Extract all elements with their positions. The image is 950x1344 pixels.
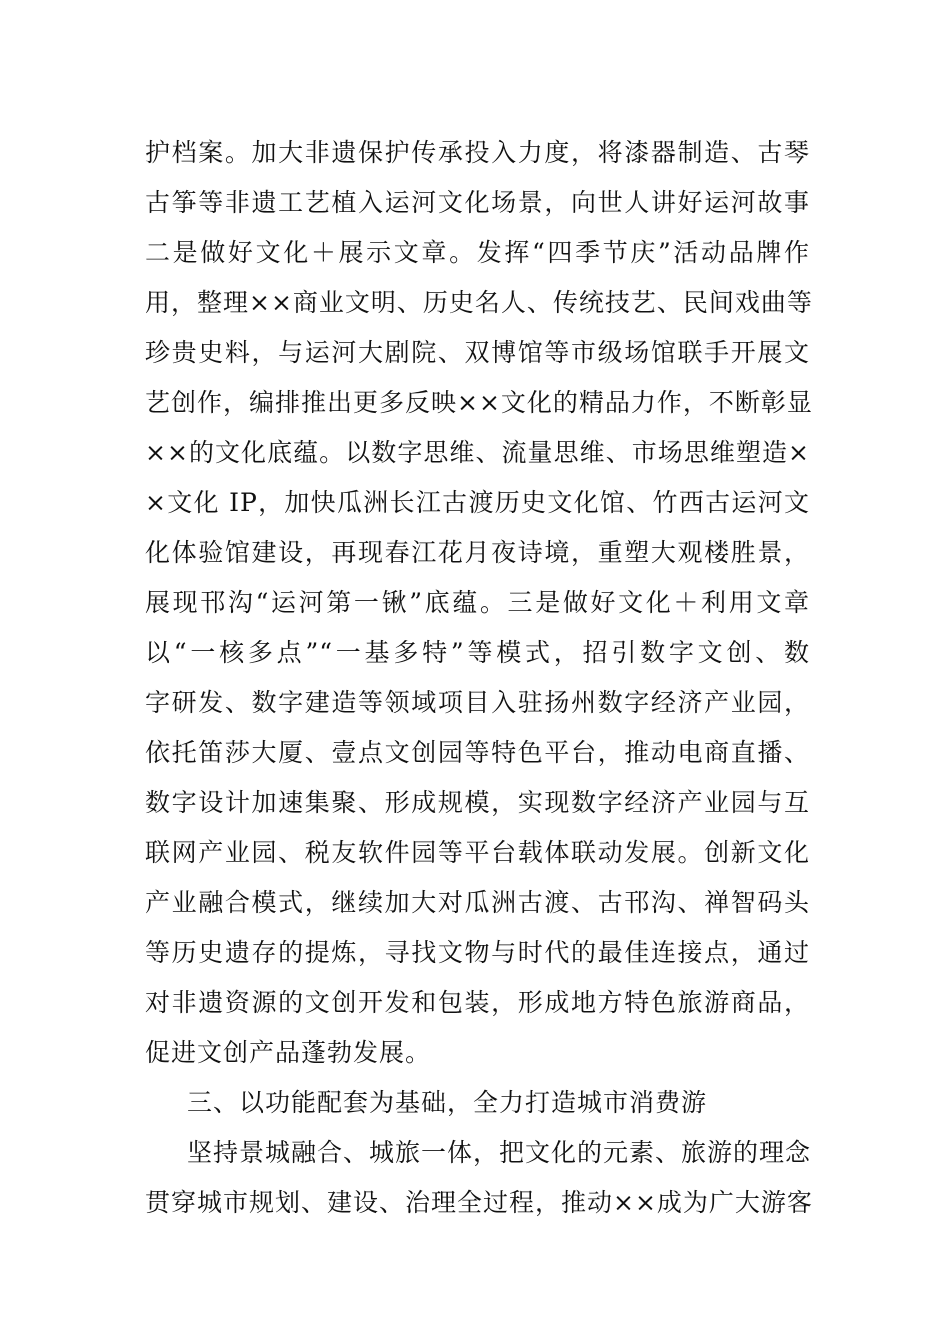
- text-line: 贯穿城市规划、建设、治理全过程，推动××成为广大游客: [145, 1188, 813, 1217]
- text-line: 以“一核多点”“一基多特”等模式，招引数字文创、数: [145, 638, 810, 667]
- text-line: 护档案。加大非遗保护传承投入力度，将漆器制造、古琴: [145, 138, 810, 167]
- text-line: 字研发、数字建造等领域项目入驻扬州数字经济产业园，: [145, 688, 810, 717]
- text-line: 数字设计加速集聚、形成规模，实现数字经济产业园与互: [145, 788, 810, 817]
- text-line: 促进文创产品蓬勃发展。: [145, 1038, 432, 1067]
- text-line: 联网产业园、税友软件园等平台载体联动发展。创新文化: [145, 838, 810, 867]
- text-line: 依托笛莎大厦、壹点文创园等特色平台，推动电商直播、: [145, 738, 810, 767]
- text-line: 化体验馆建设，再现春江花月夜诗境，重塑大观楼胜景，: [145, 538, 810, 567]
- text-line: 产业融合模式，继续加大对瓜洲古渡、古邗沟、禅智码头: [145, 888, 810, 917]
- text-line: 用，整理××商业文明、历史名人、传统技艺、民间戏曲等: [145, 288, 813, 317]
- text-line: 展现邗沟“运河第一锹”底蕴。三是做好文化＋利用文章: [145, 588, 810, 617]
- text-line: ××的文化底蕴。以数字思维、流量思维、市场思维塑造×: [145, 438, 810, 467]
- section-heading: 三、以功能配套为基础，全力打造城市消费游: [187, 1088, 708, 1117]
- text-line: 对非遗资源的文创开发和包装，形成地方特色旅游商品，: [145, 988, 810, 1017]
- text-line: 珍贵史料，与运河大剧院、双博馆等市级场馆联手开展文: [145, 338, 810, 367]
- text-line: ×文化 IP，加快瓜洲长江古渡历史文化馆、竹西古运河文: [145, 488, 810, 517]
- text-line: 艺创作，编排推出更多反映××文化的精品力作，不断彰显: [145, 388, 813, 417]
- body-text: [145, 128, 813, 1228]
- text-line: 二是做好文化＋展示文章。发挥“四季节庆”活动品牌作: [145, 238, 810, 267]
- text-line: 古筝等非遗工艺植入运河文化场景，向世人讲好运河故事: [145, 188, 810, 217]
- text-line: 等历史遗存的提炼，寻找文物与时代的最佳连接点，通过: [145, 938, 810, 967]
- text-line: 坚持景城融合、城旅一体，把文化的元素、旅游的理念: [187, 1138, 812, 1167]
